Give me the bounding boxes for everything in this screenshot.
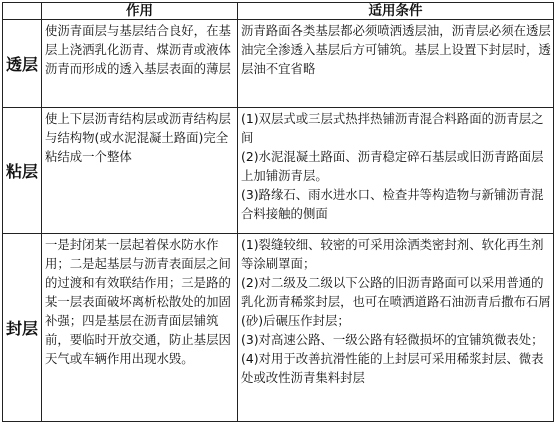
- row-function-seal-coat: 一是封闭某一层起着保水防水作用；二是起基层与沥青表面层之间的过渡和有效联结作用；三是路的某一层表面破坏离析松散处的加固补强；四是基层在沥青面层铺筑前，要临时开放交通，防止基层因天气或车辆作用出现水毁。: [42, 234, 238, 422]
- row-conditions-seal-coat: [238, 234, 554, 422]
- condition-item: (2)水泥混凝土路面、沥青稳定碎石基层或旧沥青路面层上加铺沥青层。: [241, 149, 544, 183]
- specification-table: [2, 2, 554, 422]
- header-conditions: 适用条件: [238, 3, 554, 20]
- row-function-prime-coat: 使沥青面层与基层结合良好，在基层上浇洒乳化沥青、煤沥青或液体沥青而形成的透入基层表面的薄层: [42, 20, 238, 108]
- header-function: 作用: [42, 3, 238, 20]
- row-conditions-prime-coat: [238, 20, 554, 108]
- condition-item: (2)对二级及二级以下公路的旧沥青路面可以采用普通的乳化沥青稀浆封层，也可在喷洒道路石油沥青后撒布石屑(砂)后碾压作封层；: [241, 275, 551, 328]
- condition-item: 沥青路面各类基层都必须喷洒透层油，沥青层必须在透层油完全渗透入基层后方可铺筑。基层上设置下封层时，透层油不宜省略: [241, 23, 551, 76]
- table-row-seal-coat: [3, 234, 554, 422]
- condition-item: (4)对用于改善抗滑性能的上封层可采用稀浆封层、微表处或改性沥青集料封层: [241, 351, 544, 385]
- header-blank-cell: [3, 3, 42, 20]
- row-name-seal-coat: 封层: [3, 234, 42, 422]
- condition-item: (3)路缘石、雨水进水口、检查井等构造物与新铺沥青混合料接触的侧面: [241, 187, 544, 221]
- table-row-tack-coat: [3, 108, 554, 234]
- condition-item: (1)双层式或三层式热拌热铺沥青混合料路面的沥青层之间: [241, 111, 544, 145]
- row-name-prime-coat: 透层: [3, 20, 42, 108]
- table-row-prime-coat: [3, 20, 554, 108]
- row-function-tack-coat: 使上下层沥青结构层或沥青结构层与结构物(或水泥混凝土路面)完全粘结成一个整体: [42, 108, 238, 234]
- row-name-tack-coat: 粘层: [3, 108, 42, 234]
- condition-item: (3)对高速公路、一级公路有轻微损坏的宜铺筑微表处；: [241, 332, 544, 347]
- header-row: [3, 3, 554, 20]
- row-conditions-tack-coat: [238, 108, 554, 234]
- condition-item: (1)裂缝较细、较密的可采用涂洒类密封剂、软化再生剂等涂刷罩面；: [241, 237, 544, 271]
